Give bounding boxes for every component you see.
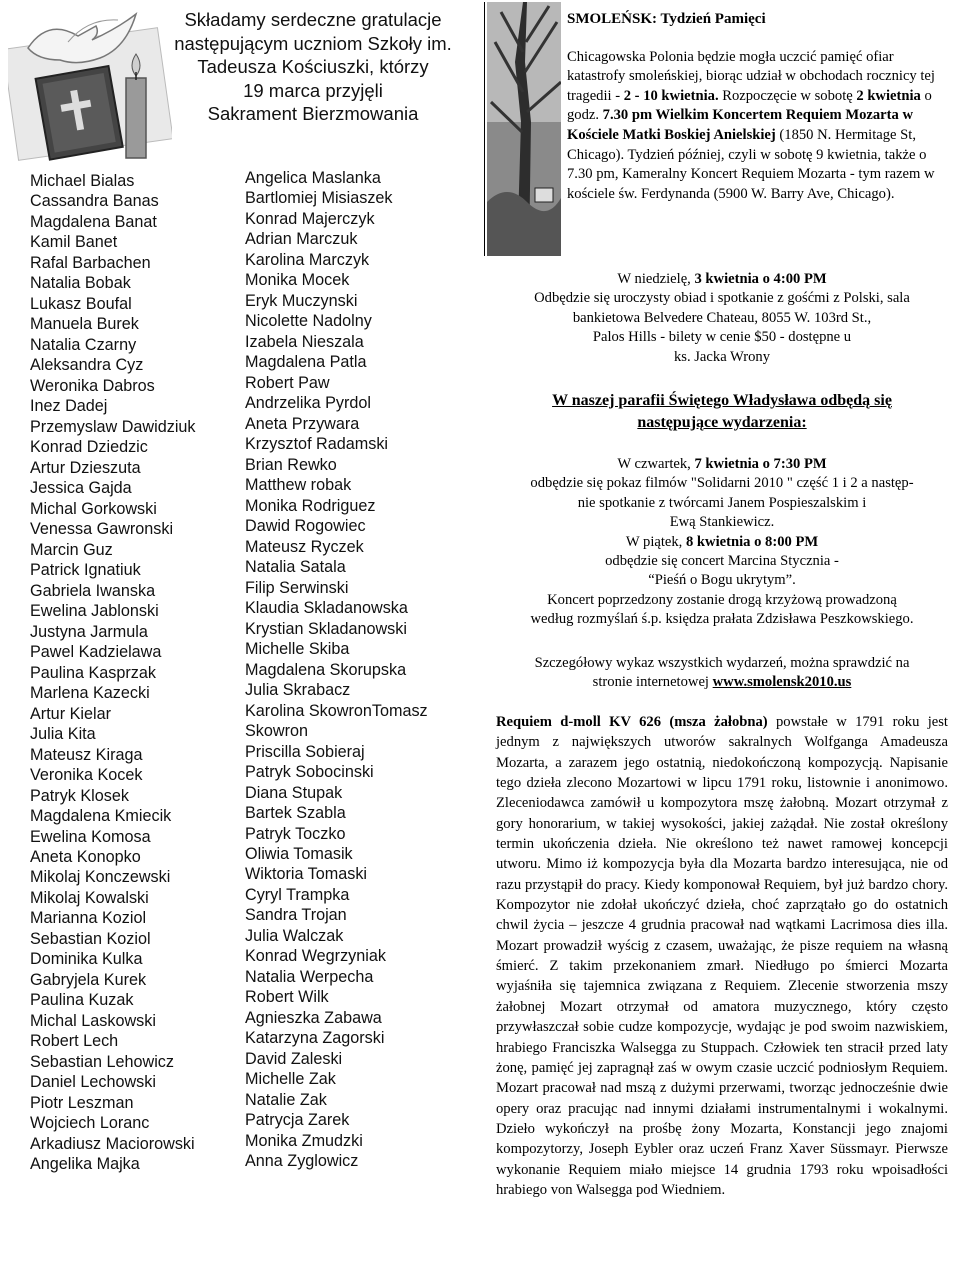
event-line: według rozmyślań ś.p. księdza prałata Zdzisława Peszkowskiego.	[530, 611, 914, 628]
bold-span: 2 - 10 kwietnia.	[623, 87, 719, 104]
name-entry: Julia Walczak	[245, 926, 344, 945]
name-entry: Artur Kielar	[30, 704, 111, 723]
text-span: W czwartek,	[617, 456, 695, 472]
name-entry: Natalia Werpecha	[245, 967, 374, 986]
bold-span: 7 kwietnia o 7:30 PM	[694, 456, 827, 472]
name-entry: Paulina Kuzak	[30, 991, 134, 1010]
name-entry: David Zaleski	[245, 1049, 343, 1068]
name-entry: Natalia Czarny	[30, 335, 137, 354]
name-entry: Sebastian Lehowicz	[30, 1052, 174, 1071]
confirmation-names-column-1	[30, 171, 196, 1175]
parish-events	[484, 455, 960, 630]
name-entry: Michelle Zak	[245, 1070, 336, 1089]
name-entry: Karolina Marczyk	[245, 250, 370, 269]
name-entry: Natalia Bobak	[30, 274, 131, 293]
name-entry: Izabela Nieszala	[245, 332, 364, 351]
name-entry: Krzysztof Radamski	[245, 435, 389, 454]
confirmation-names-column-2	[245, 168, 428, 1172]
name-entry: Dominika Kulka	[30, 950, 143, 969]
name-entry: Rafal Barbachen	[30, 253, 151, 272]
name-entry: Konrad Majerczyk	[245, 209, 375, 228]
name-entry: Adrian Marczuk	[245, 230, 358, 249]
name-entry: Kamil Banet	[30, 233, 118, 252]
name-entry: Wiktoria Tomaski	[245, 865, 368, 884]
name-entry: Mateusz Ryczek	[245, 537, 364, 556]
name-entry: Patrycja Zarek	[245, 1111, 350, 1130]
name-entry: Robert Wilk	[245, 988, 329, 1007]
name-entry: Venessa Gawronski	[30, 520, 174, 539]
name-entry: Lukasz Boufal	[30, 294, 132, 313]
name-entry: Przemyslaw Dawidziuk	[30, 417, 196, 436]
name-entry: Patrick Ignatiuk	[30, 561, 141, 580]
name-entry: Marianna Koziol	[30, 909, 147, 928]
name-entry: Gabryjela Kurek	[30, 970, 147, 989]
event-line: nie spotkanie z twórcami Janem Pospieszalskim i	[577, 494, 867, 511]
name-entry: Julia Kita	[30, 725, 96, 744]
name-entry: Magdalena Skorupska	[245, 660, 407, 679]
name-entry: Brian Rewko	[245, 455, 337, 474]
title-line: następujące wydarzenia:	[637, 414, 807, 431]
event-line: odbędzie się pokaz filmów "Solidarni 2010 " część 1 i 2 a następ-	[530, 475, 914, 492]
name-entry: Michelle Skiba	[245, 640, 350, 659]
name-entry: Cyryl Trampka	[245, 885, 350, 904]
text-span: W piątek,	[625, 533, 686, 550]
name-entry: Paulina Kasprzak	[30, 663, 156, 682]
bold-span: 3 kwietnia o 4:00 PM	[694, 271, 827, 287]
sunday-line	[484, 270, 960, 289]
confirmation-clipart	[8, 8, 172, 168]
name-entry: Ewelina Jablonski	[30, 602, 159, 621]
name-entry: Manuela Burek	[30, 315, 139, 334]
name-entry: Veronika Kocek	[30, 766, 143, 785]
text-span: Chicagowska Polonia będzie mogła uczcić pamięć ofiar katastrofy smoleńskiej, biorąc udział w obchodach rocznicy tej tragedii -	[567, 48, 935, 104]
name-entry: Arkadiusz Maciorowski	[30, 1134, 195, 1153]
text-span: Rozpoczęcie w sobotę	[718, 87, 857, 104]
bold-span: 2 kwietnia	[856, 87, 921, 104]
name-entry: Michal Gorkowski	[30, 499, 157, 518]
name-entry: Ewelina Komosa	[30, 827, 151, 846]
greeting-heading	[172, 8, 454, 126]
details-note	[484, 654, 960, 693]
event-line: odbędzie się concert Marcina Stycznia -	[605, 553, 839, 570]
requiem-body: powstałe w 1791 roku jest jednym z największych utworów sakralnych Wolfganga Amadeusza Mozarta, a zarazem jego ostatnią, niedokończoną kompozycją. Napisanie tego dzieła zlecono Mozartowi w lipcu 1791 roku, listownie i anonimowo. Zleceniodawca zamówił u kompozytora mszę żałobną. Mozart otrzymał z gory honorarium, w takiej wysokości, jakiej zażądał. Nie został określony termin ukończenia dzieła. Nie określono też nawet ramowej koncepcji utworu. Mimo iż kompozycja była dla Mozarta bardzo interesująca, nie od razu przystąpił do pracy. Kiedy komponował Requiem, był już bardzo chory. Kompozytor nie zdołał ukończyć dzieła, choć zaprzątało go do ostatnich chwil życia – jeszcze 4 grudnia pracował nad wątkami Lacrimosa dies illa. Mozart prowadził wyścig z czasem, uważając, że pisze requiem na własną śmierć. Z takim przekonaniem zmarł. Niedługo po śmierci Mozarta wyjaśniła się tajemnica związana z Requiem. Zlecenie stworzenia mszy żałobnej Mozart otrzymał od amatora muzycznego, który często przywłaszczał sobie cudze kompozycje, wydając je pod swoim nazwiskiem, hrabiego Franciszka Walsegga zu Stuppach. Człowiek ten stracił przed laty żonę, pamięć jej zapragnął zaś w owym czasie uczcić podniosłym Requiem. Mozart pracował nad mszą z dużymi przerwami, tworząc jednocześnie dwie opery oraz pracując nad innymi działami instrumentalnymi i wokalnymi. Dzieło wykończył na prośbę żony Mozarta, Konstancji jego znajomi kompozytorzy, Joseph Eybler oraz uczeń Franz Xaver Süssmayr. Pierwsze wykonanie Requiem miało miejsce 14 grudnia 1793 roku wpoisadłości hrabiego von Walsegga pod Wiedniem.	[496, 714, 948, 1198]
parish-events-title	[484, 390, 960, 434]
name-entry: Konrad Dziedzic	[30, 438, 148, 457]
name-entry: Inez Dadej	[30, 397, 108, 416]
smolensk-paragraph	[567, 48, 953, 205]
event-line: Ewą Stankiewicz.	[669, 514, 775, 531]
name-entry: Anna Zyglowicz	[245, 1152, 359, 1171]
name-entry: Matthew robak	[245, 476, 352, 495]
name-entry: Dawid Rogowiec	[245, 517, 366, 536]
sunday-event	[484, 270, 960, 367]
requiem-title: Requiem d-moll KV 626 (msza żałobna)	[496, 714, 768, 730]
event-line	[484, 533, 960, 552]
name-entry: Bartek Szabla	[245, 804, 346, 823]
event-line: Koncert poprzedzony zostanie drogą krzyżową prowadzoną	[547, 591, 897, 608]
event-line	[484, 455, 960, 474]
name-entry: Agnieszka Zabawa	[245, 1008, 382, 1027]
name-entry: Priscilla Sobieraj	[245, 742, 365, 761]
sunday-line: Odbędzie się uroczysty obiad i spotkanie z gośćmi z Polski, sala	[534, 290, 910, 307]
name-entry: Magdalena Patla	[245, 353, 367, 372]
name-entry: Justyna Jarmula	[30, 622, 148, 641]
name-entry: Aneta Przywara	[245, 414, 360, 433]
name-entry: Katarzyna Zagorski	[245, 1029, 385, 1048]
right-column	[484, 2, 957, 256]
name-entry: Jessica Gajda	[30, 479, 132, 498]
smolensk-section	[485, 2, 957, 256]
details-line	[484, 673, 960, 692]
name-entry: Patryk Sobocinski	[245, 763, 374, 782]
name-entry: Andrzelika Pyrdol	[245, 394, 371, 413]
name-entry: Natalia Satala	[245, 558, 346, 577]
name-entry: Oliwia Tomasik	[245, 844, 353, 863]
greeting-line: Tadeusza Kościuszki, którzy	[197, 56, 429, 77]
sunday-line: bankietowa Belvedere Chateau, 8055 W. 103rd St.,	[572, 309, 872, 326]
name-entry: Monika Mocek	[245, 271, 350, 290]
name-entry: Mateusz Kiraga	[30, 745, 143, 764]
name-entry: Marlena Kazecki	[30, 684, 150, 703]
name-entry: Julia Skrabacz	[245, 681, 351, 700]
text-span: o godz.	[567, 87, 932, 124]
smolensk-website-link[interactable]: www.smolensk2010.us	[712, 674, 852, 691]
greeting-line: 19 marca przyjęli	[243, 79, 383, 101]
name-entry: Sebastian Koziol	[30, 929, 151, 948]
name-entry: Angelika Majka	[30, 1155, 140, 1174]
name-entry: Nicolette Nadolny	[245, 312, 372, 331]
name-entry: Karolina SkowronTomasz	[245, 701, 428, 720]
text-span: stronie internetowej	[592, 674, 713, 691]
bold-span: 8 kwietnia o 8:00 PM	[685, 533, 819, 550]
text-span: (1850 N. Hermitage St, Chicago). Tydzień później, czyli w sobotę 9 kwietnia, także o 7.30 pm, Kameralny Koncert Requiem Mozarta - tym razem w kościele św. Ferdynanda (5900 W. Barry Ave, Chicago).	[567, 126, 935, 202]
name-entry: Patryk Toczko	[245, 824, 346, 843]
title-line: W naszej parafii Świętego Władysława odbędą się	[552, 392, 892, 409]
sunday-line: Palos Hills - bilety w cenie $50 - dostępne u	[592, 329, 852, 346]
name-entry: Piotr Leszman	[30, 1093, 134, 1112]
name-entry: Sandra Trojan	[245, 906, 347, 925]
name-entry: Artur Dzieszuta	[30, 458, 141, 477]
name-entry: Cassandra Banas	[30, 192, 159, 211]
name-entry: Skowron	[245, 722, 308, 741]
name-entry: Daniel Lechowski	[30, 1073, 156, 1092]
requiem-article	[496, 712, 948, 1200]
text-span: W niedzielę,	[617, 271, 695, 287]
sunday-line: ks. Jacka Wrony	[673, 348, 770, 365]
name-entry: Monika Zmudzki	[245, 1131, 363, 1150]
name-entry: Weronika Dabros	[30, 376, 155, 395]
name-entry: Robert Lech	[30, 1032, 119, 1051]
bold-span: 7.30 pm Wielkim Koncertem Requiem Mozarta w Kościele Matki Boskiej Anielskiej	[567, 107, 914, 143]
name-entry: Mikolaj Konczewski	[30, 868, 171, 887]
name-entry: Angelica Maslanka	[245, 169, 381, 187]
name-entry: Diana Stupak	[245, 783, 343, 802]
name-entry: Monika Rodriguez	[245, 496, 376, 515]
name-entry: Wojciech Loranc	[30, 1114, 150, 1133]
name-entry: Konrad Wegrzyniak	[245, 947, 386, 966]
details-line: Szczegółowy wykaz wszystkich wydarzeń, można sprawdzić na	[534, 655, 910, 671]
smolensk-title: SMOLEŃSK: Tydzień Pamięci	[567, 11, 766, 27]
name-entry: Natalie Zak	[245, 1090, 327, 1109]
name-entry: Krystian Skladanowski	[245, 619, 407, 638]
greeting-line: Składamy serdeczne gratulacje	[184, 9, 442, 30]
dove-bible-candle-icon	[8, 8, 172, 168]
name-entry: Aneta Konopko	[30, 847, 141, 866]
smolensk-text	[567, 10, 953, 204]
event-line: “Pieśń o Bogu ukrytym”.	[648, 572, 796, 589]
greeting-line: Sakrament Bierzmowania	[207, 103, 419, 124]
name-entry: Bartlomiej Misiaszek	[245, 189, 393, 208]
name-entry: Pawel Kadzielawa	[30, 643, 162, 662]
name-entry: Gabriela Iwanska	[30, 581, 156, 600]
name-entry: Klaudia Skladanowska	[245, 599, 408, 618]
name-entry: Michal Laskowski	[30, 1011, 156, 1030]
name-entry: Magdalena Kmiecik	[30, 807, 172, 826]
name-entry: Eryk Muczynski	[245, 291, 358, 310]
name-entry: Aleksandra Cyz	[30, 356, 144, 375]
greeting-line: następującym uczniom Szkoły im.	[174, 32, 452, 54]
name-entry: Patryk Klosek	[30, 786, 129, 805]
name-entry: Filip Serwinski	[245, 578, 349, 597]
name-entry: Magdalena Banat	[30, 212, 157, 231]
name-entry: Marcin Guz	[30, 540, 113, 559]
tree-photo-icon	[487, 2, 561, 256]
name-entry: Robert Paw	[245, 373, 330, 392]
name-entry: Michael Bialas	[30, 172, 135, 190]
name-entry: Mikolaj Kowalski	[30, 888, 149, 907]
